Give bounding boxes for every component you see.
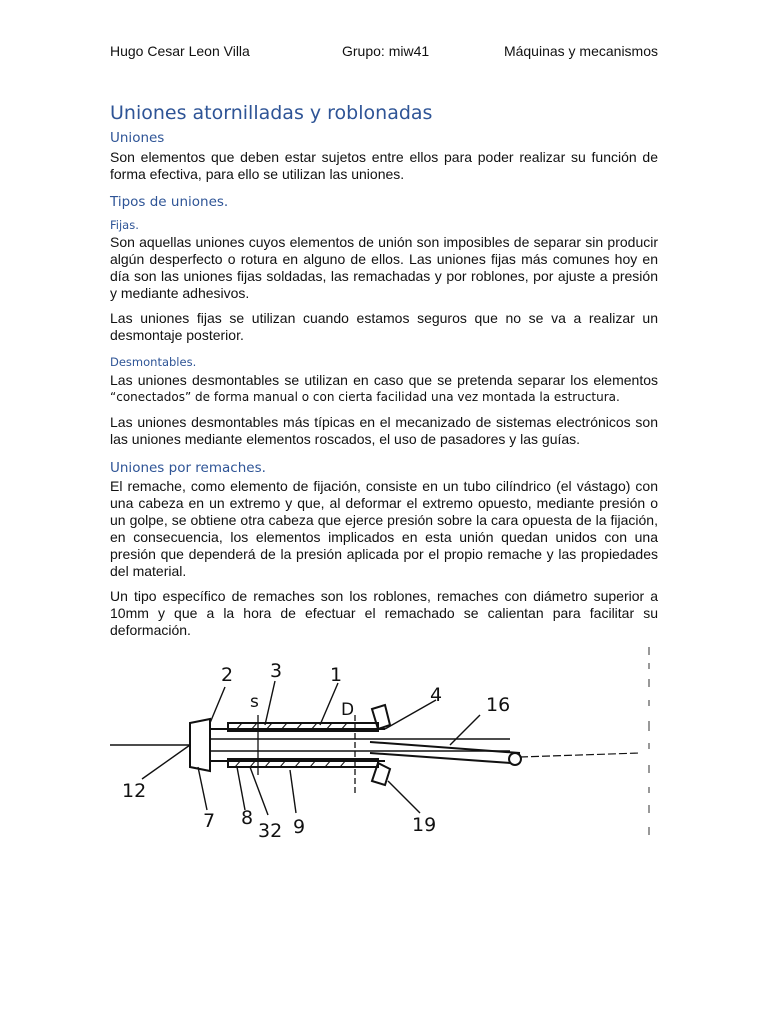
text-line: algún desperfecto o rotura en alguno de ellos. Las uniones fijas más comunes hoy en bbox=[110, 251, 658, 267]
label-d: D bbox=[341, 700, 355, 720]
paragraph-fijas-2 bbox=[110, 310, 658, 344]
document-title: Uniones atornilladas y roblonadas bbox=[110, 102, 433, 124]
text-line: 10mm y que a la hora de efectuar el remachado se calientan para facilitar su bbox=[110, 605, 658, 621]
text-line: un golpe, se obtiene otra cabeza que ejerce presión sobre la cara opuesta de la fijación, bbox=[110, 512, 658, 528]
text-line: las uniones mediante elementos roscados, el uso de pasadores y las guías. bbox=[110, 431, 581, 447]
text-line: Las uniones desmontables más típicas en el mecanizado de sistemas electrónicos son bbox=[110, 414, 658, 430]
text-line: del material. bbox=[110, 563, 187, 579]
subheading-fijas: Fijas. bbox=[110, 218, 139, 232]
leader-4 bbox=[385, 700, 436, 729]
scan-marks bbox=[648, 647, 650, 835]
label-9: 9 bbox=[293, 816, 306, 838]
paragraph-desmontables-2 bbox=[110, 414, 658, 448]
paragraph-remaches-2 bbox=[110, 588, 658, 639]
header-group: Grupo: miw41 bbox=[342, 43, 430, 59]
rivet-diagram-svg bbox=[110, 645, 658, 845]
leader-3 bbox=[265, 681, 275, 725]
leader-8 bbox=[237, 767, 245, 810]
text-line: Son elementos que deben estar sujetos entre ellos para poder realizar su función de bbox=[110, 149, 658, 165]
mandrel-ext-bottom bbox=[370, 753, 510, 763]
page-header bbox=[110, 43, 658, 61]
leader-19 bbox=[388, 781, 420, 813]
text-line: Las uniones desmontables se utilizan en caso que se pretenda separar los elementos bbox=[110, 372, 658, 388]
label-s: s bbox=[250, 692, 259, 712]
text-line: desmontaje posterior. bbox=[110, 327, 244, 343]
section-heading-tipos: Tipos de uniones. bbox=[110, 194, 229, 210]
paragraph-uniones bbox=[110, 149, 658, 183]
label-1: 1 bbox=[330, 664, 343, 686]
text-line: y mediante adhesivos. bbox=[110, 285, 250, 301]
axis-line-right bbox=[520, 753, 640, 757]
label-16: 16 bbox=[486, 694, 511, 716]
text-line: “conectados” de forma manual o con cierta facilidad una vez montada la estructura. bbox=[110, 390, 620, 404]
text-line: en consecuencia, los elementos implicados en esta unión quedan unidos con una bbox=[110, 529, 658, 545]
label-3: 3 bbox=[270, 660, 283, 682]
subheading-desmontables: Desmontables. bbox=[110, 355, 197, 369]
leader-12 bbox=[142, 745, 190, 779]
paragraph-desmontables-1 bbox=[110, 372, 658, 406]
rivet-head bbox=[190, 719, 210, 771]
label-19: 19 bbox=[412, 814, 437, 836]
text-line: día son las uniones fijas soldadas, las remachadas y por roblones, por ajuste a presión bbox=[110, 268, 658, 284]
leader-16 bbox=[450, 715, 480, 745]
rivet-diagram bbox=[110, 645, 658, 845]
mandrel-end bbox=[509, 753, 521, 765]
label-32: 32 bbox=[258, 820, 283, 842]
label-8: 8 bbox=[241, 807, 254, 829]
section-heading-remaches: Uniones por remaches. bbox=[110, 460, 266, 476]
leader-1 bbox=[320, 683, 338, 725]
text-line: una cabeza en un extremo y que, al deformar el extremo opuesto, mediante presión o bbox=[110, 495, 658, 511]
label-12: 12 bbox=[122, 780, 147, 802]
leader-9 bbox=[290, 770, 296, 813]
label-4: 4 bbox=[430, 684, 443, 706]
text-line: deformación. bbox=[110, 622, 191, 638]
text-line: El remache, como elemento de fijación, consiste en un tubo cilíndrico (el vástago) con bbox=[110, 478, 658, 494]
text-line: Las uniones fijas se utilizan cuando estamos seguros que no se va a realizar un bbox=[110, 310, 658, 326]
header-author: Hugo Cesar Leon Villa bbox=[110, 43, 250, 59]
text-line: forma efectiva, para ello se utilizan las uniones. bbox=[110, 166, 405, 182]
text-line: Un tipo específico de remaches son los roblones, remaches con diámetro superior a bbox=[110, 588, 658, 604]
paragraph-remaches-1 bbox=[110, 478, 658, 580]
header-subject: Máquinas y mecanismos bbox=[503, 43, 658, 59]
leader-2 bbox=[210, 687, 225, 723]
right-head-top bbox=[372, 705, 390, 729]
label-2: 2 bbox=[221, 664, 234, 686]
leader-7 bbox=[198, 767, 207, 810]
label-7: 7 bbox=[203, 810, 216, 832]
text-line: presión que dependerá de la presión aplicada por el propio remache y las propiedades bbox=[110, 546, 658, 562]
paragraph-fijas-1 bbox=[110, 234, 658, 302]
section-heading-uniones: Uniones bbox=[110, 130, 165, 146]
text-line: Son aquellas uniones cuyos elementos de unión son imposibles de separar sin producir bbox=[110, 234, 658, 250]
